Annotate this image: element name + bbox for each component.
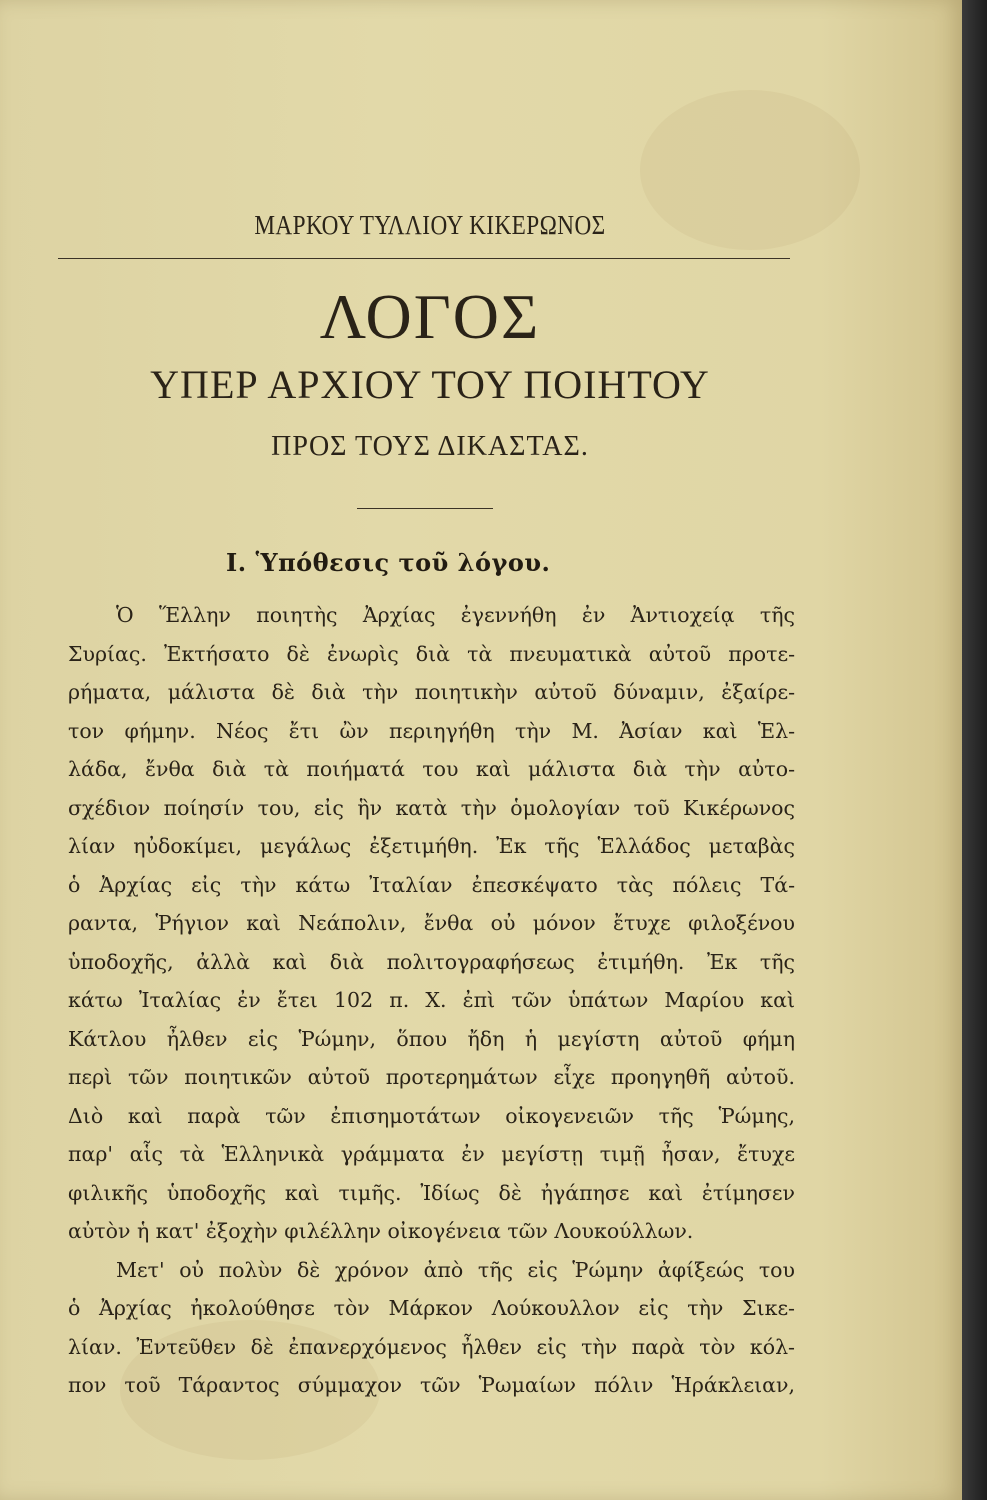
page-subtitle: ΥΠΕΡ ΑΡΧΙΟΥ ΤΟΥ ΠΟΙΗΤΟΥ [150,362,710,407]
page-title: ΛΟΓΟΣ [319,281,541,352]
text-line: λίαν ηὐδοκίμει, μεγάλως ἐξετιμήθη. Ἐκ τῆς Ἑλλάδος μεταβὰς [68,834,795,858]
text-line: Κάτλου ἦλθεν εἰς Ῥώμην, ὅπου ἤδη ἡ μεγίστη αὐτοῦ φήμη [68,1026,795,1051]
text-line: ραντα, Ῥήγιον καὶ Νεάπολιν, ἔνθα οὐ μόνον ἔτυχε φιλοξένου [68,911,795,935]
section-heading: I. Ὑπόθεσις τοῦ λόγου. [226,548,551,577]
text-line: ὁ Ἀρχίας ἠκολούθησε τὸν Μάρκον Λούκουλλον εἰς τὴν Σικε- [68,1296,795,1320]
header-rule [58,258,790,259]
text-line: τον φήμην. Νέος ἔτι ὢν περιηγήθη τὴν Μ. Ἀσίαν καὶ Ἑλ- [68,718,795,743]
text-line: λίαν. Ἐντεῦθεν δὲ ἐπανερχόμενος ἦλθεν εἰς τὴν παρὰ τὸν κόλ- [68,1334,795,1359]
text-line: Συρίας. Ἐκτήσατο δὲ ἐνωρὶς διὰ τὰ πνευματικὰ αὐτοῦ προτε- [68,641,795,666]
title-divider [357,508,493,509]
body-text [68,596,795,1405]
text-line: Ὁ Ἕλλην ποιητὴς Ἀρχίας ἐγεννήθη ἐν Ἀντιοχείᾳ τῆς [116,603,795,627]
text-line: Διὸ καὶ παρὰ τῶν ἐπισημοτάτων οἰκογενειῶν τῆς Ῥώμης, [68,1103,795,1128]
text-line: περὶ τῶν ποιητικῶν αὐτοῦ προτερημάτων εἶχε προηγηθῆ αὐτοῦ. [68,1065,795,1089]
text-line: σχέδιον ποίησίν του, εἰς ἣν κατὰ τὴν ὁμολογίαν τοῦ Κικέρωνος [68,795,795,820]
text-line: αὐτὸν ἡ κατ' ἐξοχὴν φιλέλλην οἰκογένεια τῶν Λουκούλλων. [68,1219,694,1243]
text-line: ὁ Ἀρχίας εἰς τὴν κάτω Ἰταλίαν ἐπεσκέψατο τὰς πόλεις Τά- [68,872,795,897]
text-line: λάδα, ἔνθα διὰ τὰ ποιήματά του καὶ μάλιστα διὰ τὴν αὐτο- [68,757,795,781]
page-subtitle-secondary: ΠΡΟΣ ΤΟΥΣ ΔΙΚΑΣΤΑΣ. [271,431,589,462]
text-line: παρ' αἷς τὰ Ἑλληνικὰ γράμματα ἐν μεγίστῃ τιμῇ ἦσαν, ἔτυχε [68,1142,795,1166]
text-line: φιλικῆς ὑποδοχῆς καὶ τιμῆς. Ἰδίως δὲ ἠγάπησε καὶ ἐτίμησεν [68,1180,795,1205]
text-line: ρήματα, μάλιστα δὲ διὰ τὴν ποιητικὴν αὐτοῦ δύναμιν, ἐξαίρε- [68,680,795,704]
author-header: ΜΑΡΚΟΥ ΤΥΛΛΙΟΥ ΚΙΚΕΡΩΝΟΣ [254,210,606,240]
text-line: κάτω Ἰταλίας ἐν ἔτει 102 π. Χ. ἐπὶ τῶν ὑπάτων Μαρίου καὶ [68,988,795,1012]
text-line: Μετ' οὐ πολὺν δὲ χρόνον ἀπὸ τῆς εἰς Ῥώμην ἀφίξεώς του [116,1257,795,1282]
text-line: ὑποδοχῆς, ἀλλὰ καὶ διὰ πολιτογραφήσεως ἐτιμήθη. Ἐκ τῆς [68,949,795,974]
text-line: πον τοῦ Τάραντος σύμμαχον τῶν Ῥωμαίων πόλιν Ἡράκλειαν, [68,1373,795,1397]
